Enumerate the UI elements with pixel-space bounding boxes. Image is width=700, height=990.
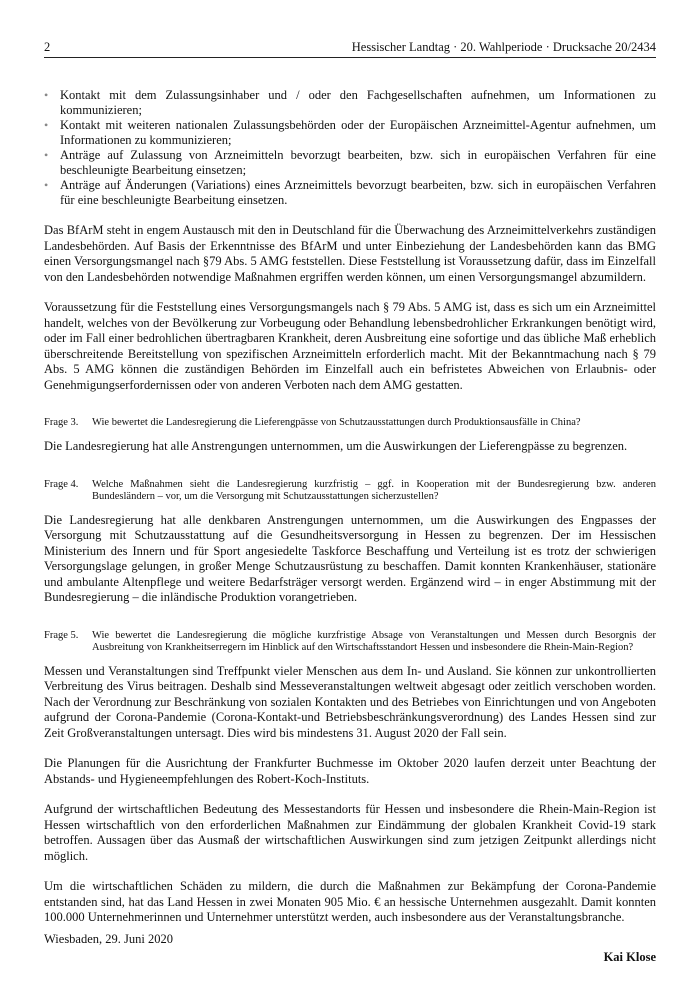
question-text: Wie bewertet die Landesregierung die mögliche kurzfristige Absage von Veranstaltungen und Messen durch Besorgnis der Ausbreitung von Krankheitserregern im Hinblick auf den Wirtschaftsstandort Hessen und insbesondere die Rhein-Main-Region? [92,629,656,653]
question-block [44,417,656,429]
question-label: Frage 3. [44,417,79,428]
answer-paragraph: Um die wirtschaftlichen Schäden zu mildern, die durch die Maßnahmen zur Bekämpfung der Corona-Pandemie entstanden sind, hat das Land Hessen in zwei Monaten 905 Mio. € an hessische Unternehmen ausgezahlt. Damit konnten 100.000 Unternehmerinnen und Unternehmer unterstützt werden, auch insbesondere aus der Veranstaltungsbranche. [44,879,656,924]
answer-paragraph: Aufgrund der wirtschaftlichen Bedeutung des Messestandorts für Hessen und insbesondere die Rhein-Main-Region ist Hessen wirtschaftlich von den erforderlichen Maßnahmen zur Eindämmung der globalen Krankheit Covid-19 stark betroffen. Aussagen über das Ausmaß der wirtschaftlichen Auswirkungen sind zum jetzigen Zeitpunkt allerdings nicht möglich. [44,802,656,863]
page-header [44,40,656,58]
document-page [44,40,656,926]
question-label: Frage 5. [44,629,79,641]
document-body [44,88,656,926]
paragraph: Das BfArM steht in engem Austausch mit den in Deutschland für die Überwachung des Arzneimittelverkehrs zuständigen Landesbehörden. Auf Basis der Erkenntnisse des BfArM und unter Einbeziehung der Landesbehörden kann das BMG einen Versorgungsmangel nach §79 Abs. 5 AMG feststellen. Diese Feststellung ist Voraussetzung dafür, dass im Einzelfall von den Landesbehörden notwendige Maßnahmen ergriffen werden können, um einen Versorgungsmangel abzumildern. [44,223,656,284]
question-block [44,479,656,503]
list-item: • Kontakt mit weiteren nationalen Zulassungsbehörden oder der Europäischen Arzneimittel-Agentur aufnehmen, um Informationen zu kommunizieren; [44,118,656,148]
list-item: • Kontakt mit dem Zulassungsinhaber und / oder den Fachgesellschaften aufnehmen, um Informationen zu kommunizieren; [44,88,656,118]
signature-date: Wiesbaden, 29. Juni 2020 [44,932,173,946]
question-text: Wie bewertet die Landesregierung die Lieferengpässe von Schutzausstattungen durch Produktionsausfälle in China? [92,417,581,428]
bullet-list [44,88,656,208]
signer-name: Kai Klose [603,950,656,964]
question-block [44,630,656,654]
question-label: Frage 4. [44,478,79,490]
answer-paragraph: Messen und Veranstaltungen sind Treffpunkt vieler Menschen aus dem In- und Ausland. Sie können zur unkontrollierten Verbreitung des Virus beitragen. Deshalb sind Messeveranstaltungen weltweit abgesagt oder zeitlich verschoben worden. Nach der Verordnung zur Beschränkung von sozialen Kontakten und des Betriebes von Einrichtungen und von Angeboten aufgrund der Corona-Pandemie (Corona-Kontakt-und Betriebsbeschränkungsverordnung) des Landes Hessen sind zur Zeit Großveranstaltungen untersagt. Dies wird bis mindestens 31. August 2020 der Fall sein. [44,663,656,740]
question-text: Welche Maßnahmen sieht die Landesregierung kurzfristig – ggf. in Kooperation mit der Bundesregierung bzw. anderen Bundesländern – vor, um die Versorgung mit Schutzausstattungen sicherzustellen? [92,478,656,502]
page-footer [44,932,656,962]
list-item: • Anträge auf Zulassung von Arzneimitteln bevorzugt bearbeiten, bzw. sich in europäischen Verfahren für eine beschleunigte Bearbeitung einsetzen; [44,148,656,178]
answer-paragraph: Die Landesregierung hat alle denkbaren Anstrengungen unternommen, um die Auswirkungen des Engpasses der Versorgung mit Schutzausstattung auf die Gesundheitsversorgung in Hessen zu begrenzen. Der im Hessischen Ministerium des Innern und für Sport angesiedelte Taskforce Beschaffung und Verteilung ist es trotz der schwierigen Versorgungslage gelungen, in großer Menge Schutzausrüstung zu beschaffen. Damit konnten Krankenhäuser, stationäre und ambulante Altenpflege und weitere Bedarfsträger versorgt werden. Ergänzend wird – in enger Abstimmung mit der Bundesregierung – die inländische Produktion vorangetrieben. [44,512,656,604]
answer-paragraph: Die Planungen für die Ausrichtung der Frankfurter Buchmesse im Oktober 2020 laufen derzeit unter Beachtung der Abstands- und Hygieneempfehlungen des Robert-Koch-Instituts. [44,756,656,786]
paragraph: Voraussetzung für die Feststellung eines Versorgungsmangels nach § 79 Abs. 5 AMG ist, dass es sich um ein Arzneimittel handelt, welches von der Bevölkerung zur Vorbeugung oder Behandlung lebensbedrohlicher Erkrankungen benötigt wird, oder im Fall einer bedrohlichen übertragbaren Krankheit, deren Ausbreitung eine sofortige und das übliche Maß erheblich überschreitende Bereitstellung von spezifischen Arzneimitteln erforderlich macht. Mit der Bekanntmachung nach § 79 Abs. 5 AMG können die zuständigen Behörden im Einzelfall auch ein befristetes Abweichen von Erlaubnis- oder Genehmigungserfordernissen oder von anderen Verboten nach dem AMG gestatten. [44,300,656,392]
page-number: 2 [44,40,51,54]
list-item: • Anträge auf Änderungen (Variations) eines Arzneimittels bevorzugt bearbeiten, bzw. sich in europäischen Verfahren für eine beschleunigte Bearbeitung einsetzen. [44,178,656,208]
document-meta: Hessischer Landtag · 20. Wahlperiode · Drucksache 20/2434 [351,40,656,54]
answer-paragraph: Die Landesregierung hat alle Anstrengungen unternommen, um die Auswirkungen der Lieferengpässe zu begrenzen. [44,439,628,453]
